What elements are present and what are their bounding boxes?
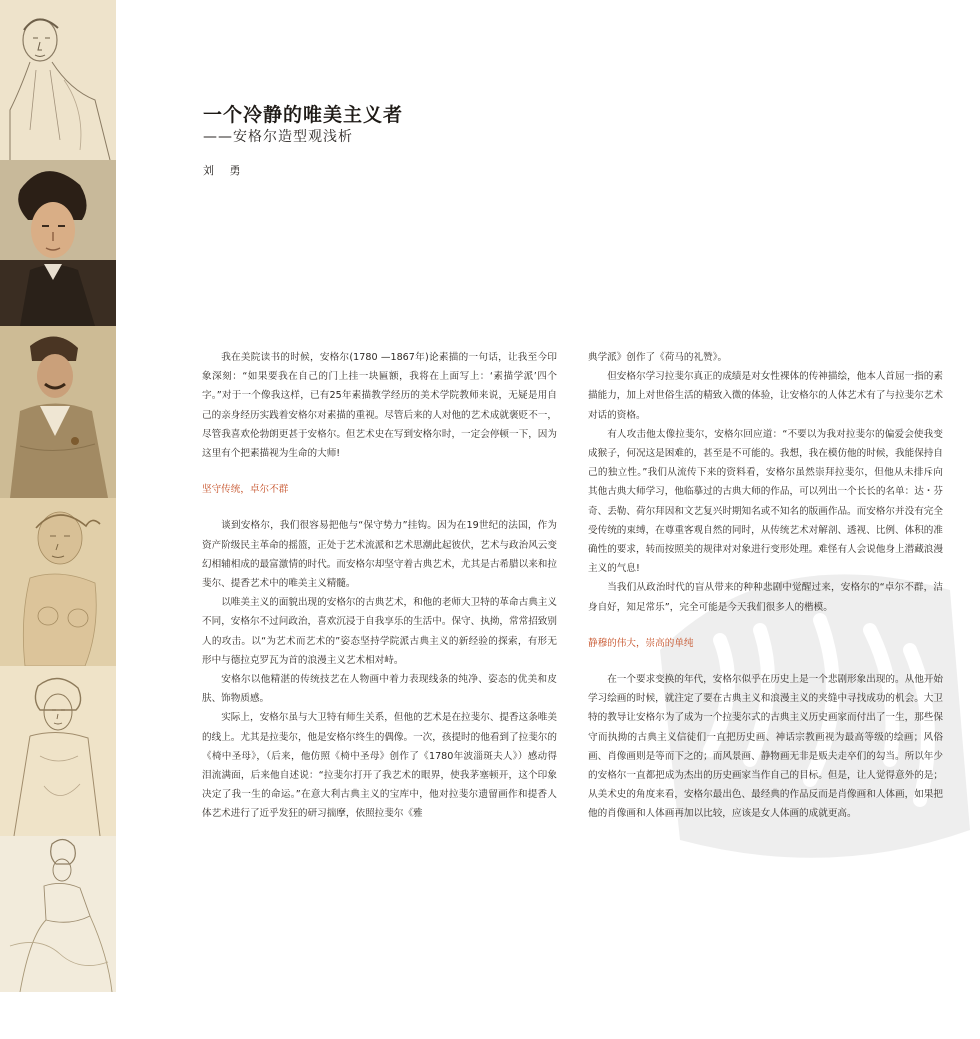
paragraph: 典学派》创作了《荷马的礼赞》。 bbox=[588, 352, 728, 363]
paragraph: 安格尔以他精湛的传统技艺在人物画中着力表现线条的纯净、姿态的优美和皮肤、饰物质感。 bbox=[202, 674, 557, 705]
seated-woman-sketch bbox=[0, 836, 116, 992]
portrait-sketch-icon bbox=[0, 326, 116, 498]
page-bottom-margin bbox=[0, 992, 980, 1039]
right-text-column bbox=[588, 348, 943, 824]
section-heading: 静穆的伟大，崇高的单纯 bbox=[588, 637, 694, 649]
paragraph: 当我们从政治时代的盲从带来的种种悲剧中觉醒过来，安格尔的“卓尔不群，洁身自好，知足常乐”，完全可能是今天我们很多人的楷模。 bbox=[588, 582, 943, 613]
portrait-sketch-icon bbox=[0, 836, 116, 992]
portrait-sketch-icon bbox=[0, 666, 116, 836]
nude-study-sketch bbox=[0, 498, 116, 666]
portrait-strip bbox=[0, 0, 116, 992]
paragraph: 实际上，安格尔虽与大卫特有师生关系，但他的艺术是在拉斐尔、提香这条唯美的线上。尤其是拉斐尔，他是安格尔终生的偶像。一次，孩提时的他看到了拉斐尔的《椅中圣母》，（后来，他仿照《椅中圣母》创作了《1780年波淄斑夫人》）感动得泪流满面，后来他自述说：“拉斐尔打开了我艺术的眼界，使我茅塞顿开，这个印象决定了我一生的命运。”在意大利古典主义的宝库中，他对拉斐尔遗留画作和提香人体艺术进行了近乎发狂的研习揣摩，依照拉斐尔《雅 bbox=[202, 712, 557, 820]
painted-man-portrait bbox=[0, 160, 116, 326]
article-title: 一个冷静的唯美主义者 bbox=[203, 104, 404, 126]
portrait-sketch-icon bbox=[0, 0, 116, 160]
portrait-sketch-icon bbox=[0, 498, 116, 666]
painted-officer-portrait bbox=[0, 326, 116, 498]
article-author: 刘 勇 bbox=[203, 164, 247, 177]
sketch-man-portrait bbox=[0, 0, 116, 160]
paragraph: 但安格尔学习拉斐尔真正的成绩是对女性裸体的传神描绘，他本人首屈一指的素描能力，加上对世俗生活的精致入微的体验，让安格尔的人体艺术有了与拉斐尔艺术对话的资格。 bbox=[588, 371, 943, 421]
paragraph: 我在美院读书的时候，安格尔(1780 —1867年)论素描的一句话，让我至今印象深刻：“如果要我在自己的门上挂一块匾额，我将在上面写上：‘素描学派’四个字。”对于一个像我这样，已有25年素描教学经历的美术学院教师来说，无疑是用自己的亲身经历实践着安格尔对素描的重视。尽管后来的人对他的艺术成就褒贬不一，尽管我喜欢伦勃朗更甚于安格尔。但艺术史在写到安格尔时，一定会停顿一下，因为这里有个把素描视为生命的大师! bbox=[202, 352, 557, 460]
left-text-column bbox=[202, 348, 557, 824]
section-heading: 坚守传统，卓尔不群 bbox=[202, 484, 289, 496]
woman-portrait-sketch bbox=[0, 666, 116, 836]
paragraph: 谈到安格尔，我们很容易把他与“保守势力”挂钩。因为在19世纪的法国，作为资产阶级民主革命的摇篮，正处于艺术流派和艺术思潮此起彼伏，艺术与政治风云变幻相辅相成的最富激情的时代。而安格尔却坚守着古典艺术，尤其是古希腊以来和拉斐尔、提香艺术中的唯美主义精髓。 bbox=[202, 520, 557, 590]
paragraph: 有人攻击他太像拉斐尔，安格尔回应道：“不要以为我对拉斐尔的偏爱会使我变成猴子，何况这是困难的，甚至是不可能的。我想，我在模仿他的时候，我能保持自己的独立性。”我们从流传下来的资料看，安格尔虽然崇拜拉斐尔，但他从未排斥向其他古典大师学习，他临摹过的古典大师的作品，可以列出一个长长的名单：达・芬奇、丢勒、荷尔拜因和文艺复兴时期知名或不知名的版画作品。而安格尔并没有完全受传统的束缚，在尊重客观自然的同时，从传统艺术对解剖、透视、比例、体积的准确性的要求，转而按照美的规律对对象进行变形处理。难怪有人会说他身上潜藏浪漫主义的气息! bbox=[588, 428, 943, 575]
portrait-sketch-icon bbox=[0, 160, 116, 326]
article-subtitle: ——安格尔造型观浅析 bbox=[203, 129, 353, 145]
paragraph: 以唯美主义的面貌出现的安格尔的古典艺术，和他的老师大卫特的革命古典主义不同，安格尔不过问政治，喜欢沉浸于自我享乐的生活中。保守、执拗，常常招致别人的攻击。以“为艺术而艺术的”姿态坚持学院派古典主义的新经验的探索，有形无形中与德拉克罗瓦为首的浪漫主义艺术相对峙。 bbox=[202, 597, 557, 666]
paragraph: 在一个要求变换的年代，安格尔似乎在历史上是一个悲剧形象出现的。从他开始学习绘画的时候，就注定了要在古典主义和浪漫主义的夹缝中寻找成功的机会。大卫特的教导让安格尔为了成为一个拉斐尔式的古典主义历史画家而付出了一生，那些保守而执拗的古典主义信徒们一直把历史画、神话宗教画视为最高等级的绘画；风俗画、肖像画则是等而下之的；而风景画、静物画无非是贩夫走卒们的勾当。所以年少的安格尔一直都把成为杰出的历史画家当作自己的目标。但是，让人觉得意外的是；从美术史的角度来看，安格尔最出色、最经典的作品反而是肖像画和人体画，如果把他的肖像画和人体画再加以比较，应该是女人体画的成就更高。 bbox=[588, 674, 943, 820]
